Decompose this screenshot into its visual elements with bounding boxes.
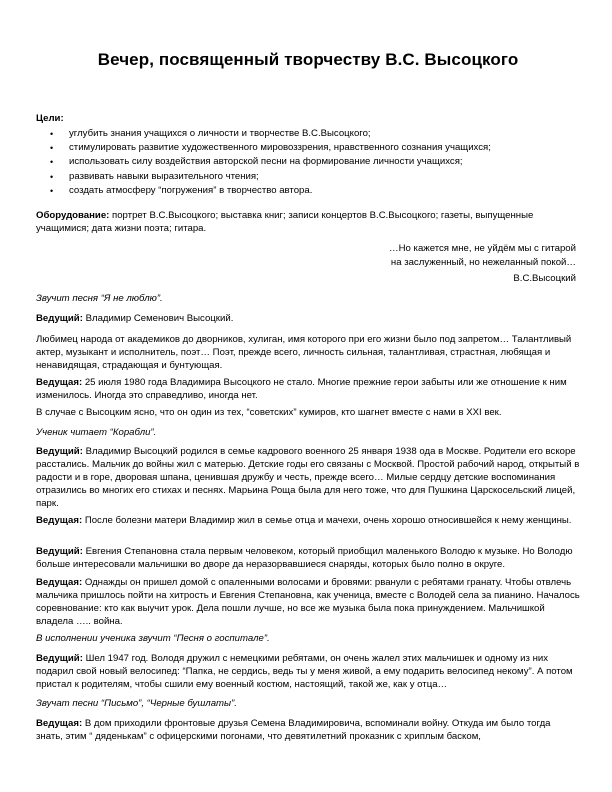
dialogue-paragraph [36, 576, 580, 628]
speaker-label: Ведущий: [36, 446, 83, 457]
goals-label: Цели: [36, 113, 64, 124]
dialogue-text: После болезни матери Владимир жил в семье отца и мачехи, очень хорошо относившейся к нему женщины. [82, 515, 572, 526]
epigraph-line: на заслуженный, но нежеланный покой… [390, 256, 576, 268]
goals-list-item: • стимулировать развитие художественного мировоззрения, нравственного сознания учащихся; [36, 141, 580, 155]
equipment-label: Оборудование: [36, 210, 110, 221]
dialogue-paragraph [36, 717, 580, 743]
speaker-label: Ведущий: [36, 546, 83, 557]
dialogue-text: Владимир Высоцкий родился в семье кадрового военного 25 января 1938 ода в Москве. Родители его вскоре расстались. Мальчик до войны жил с матерью. Детские годы его связаны с Москвой. Простой рабочий народ, открытый в радости и в горе, дворовая шпана, ценившая дружбу и честь, прежде всего… Милые сердцу детские воспоминания отразились во многих его стихах и песнях. Марьина Роща была для него тоже, что для Пушкина Царскосельский лицей, парк. [36, 446, 580, 509]
goals-list-item: • развивать навыки выразительного чтения; [36, 170, 580, 184]
page-title: Вечер, посвященный творчеству В.С. Высоцкого [97, 50, 519, 69]
dialogue-text: Евгения Степановна стала первым человеком, который приобщил маленького Володю к музыке. Но Володю больше интересовали мальчишки во дворе да неразорвавшиеся снаряды, которых было полно в округе. [36, 546, 573, 570]
dialogue-paragraph [36, 652, 580, 691]
epigraph-author: В.С.Высоцкий [513, 273, 576, 284]
speaker-label: Ведущая: [36, 515, 83, 526]
dialogue-text: В дом приходили фронтовые друзья Семена Владимировича, вспоминали войну. Откуда им было тогда знать, этим “ дяденькам” с офицерскими погонами, что девятилетний проказник с хриплым баском, [36, 718, 551, 742]
epigraph [389, 242, 576, 286]
stage-direction: Звучат песни “Письмо”, “Черные бушлаты”. [36, 698, 237, 709]
narrative-paragraph: Любимец народа от академиков до дворников, хулиган, имя которого при его жизни было под запретом… Талантливый актер, музыкант и исполнитель, поэт… Поэт, прежде всего, личность сильная, талантливая, страстная, любящая и ненавидящая, страдающая и бунтующая. [36, 334, 572, 371]
speaker-label: Ведущая: [36, 377, 83, 388]
dialogue-paragraph [36, 514, 580, 527]
equipment-paragraph [36, 209, 580, 235]
epigraph-line: …Но кажется мне, не уйдём мы с гитарой [389, 243, 576, 254]
dialogue-paragraph [36, 312, 580, 325]
goals-list-item: • использовать силу воздействия авторской песни на формирование личности учащихся; [36, 155, 580, 169]
speaker-label: Ведущий: [36, 313, 83, 324]
stage-direction: Звучит песня “Я не люблю”. [36, 293, 163, 304]
dialogue-text: Владимир Семенович Высоцкий. [82, 313, 234, 324]
goals-list-item: • создать атмосферу “погружения” в творчество автора. [36, 184, 580, 198]
speaker-label: Ведущий: [36, 653, 83, 664]
stage-direction: В исполнении ученика звучит “Песня о госпитале”. [36, 633, 270, 644]
dialogue-paragraph [36, 445, 580, 510]
equipment-text: портрет В.С.Высоцкого; выставка книг; записи концертов В.С.Высоцкого; газеты, выпущенные учащимися; дата жизни поэта; гитара. [36, 210, 534, 234]
stage-direction: Ученик читает “Корабли”. [36, 427, 157, 438]
dialogue-paragraph [36, 376, 580, 402]
dialogue-text: Шел 1947 год. Володя дружил с немецкими ребятами, он очень жалел этих мальчишек и одному из них подарил свой новый велосипед: “Папка, не сердись, ведь ты у меня живой, а ему подарить велосипед некому”. А потом пристал к родителям, чтобы сшили ему военный костюм, настоящий, такой же, как у отца… [36, 653, 573, 690]
goals-list-item: • углубить знания учащихся о личности и творчестве В.С.Высоцкого; [36, 127, 580, 141]
goals-list [36, 127, 580, 198]
speaker-label: Ведущая: [36, 718, 83, 729]
dialogue-text: Однажды он пришел домой с опаленными волосами и бровями: рванули с ребятами гранату. Чтобы отвлечь мальчика пришлось пойти на хитрость и Евгения Степановна, как ученица, вместе с Володей села за пианино. Началось соревнование: кто как выучит урок. Дела пошли лучше, но все же музыка была пока принуждением. Мальчишкой владела ….. война. [36, 577, 580, 627]
dialogue-text: 25 июля 1980 года Владимира Высоцкого не стало. Многие прежние герои забыты или же отношение к ним изменилось. Иногда это справедливо, иногда нет. [36, 377, 567, 401]
narrative-paragraph: В случае с Высоцким ясно, что он один из тех, “советских” кумиров, кто шагнет вместе с нами в XXI век. [36, 407, 502, 418]
dialogue-paragraph [36, 545, 580, 571]
speaker-label: Ведущая: [36, 577, 83, 588]
